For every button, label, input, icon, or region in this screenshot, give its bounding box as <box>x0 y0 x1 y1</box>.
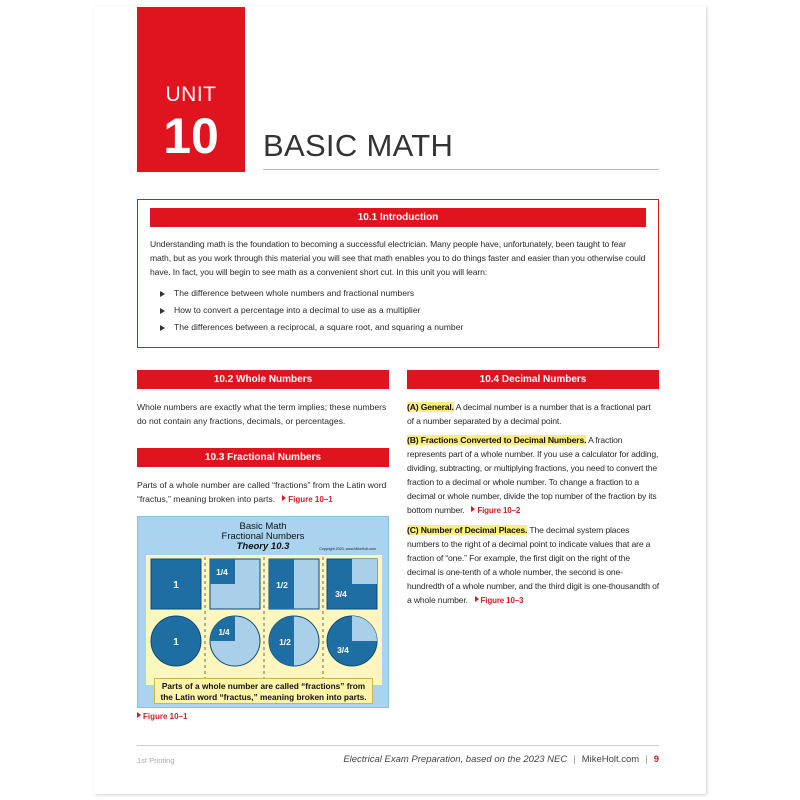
three-quarter-gap <box>352 559 377 584</box>
figure-label-text: Figure 10–1 <box>143 712 188 721</box>
title-divider <box>263 169 659 170</box>
fractions-text: A fraction represents part of a whole number. If you use a calculator for adding, dividing, subtracting, or multiplying fractions, you need to convert the fraction to a decimal or whole number. To change a fraction to a decimal or whole number, divide the top number of the fraction by its bottom number. <box>407 435 659 515</box>
intro-heading: 10.1 Introduction <box>150 208 646 227</box>
bullet-triangle-icon <box>160 325 165 331</box>
fractions-label: (B) Fractions Converted to Decimal Numbers. <box>407 435 587 445</box>
figure-arrow-icon <box>471 506 475 512</box>
footer-book-title: Electrical Exam Preparation, based on the 2023 NEC <box>343 754 568 765</box>
figure-10-1-link[interactable] <box>282 495 332 504</box>
bullet-text: The differences between a reciprocal, a square root, and squaring a number <box>174 322 464 332</box>
label-whole: 1 <box>173 580 179 591</box>
bullet-triangle-icon <box>160 308 165 314</box>
intro-box <box>137 199 659 348</box>
label-three-quarter: 3/4 <box>335 589 347 599</box>
footer-divider <box>137 745 659 746</box>
intro-text: Understanding math is the foundation to becoming a successful electrician. Many people have, unfortunately, been taught to fear math, but as you work through this material you will see that math enables you to do things faster and easier than you otherwise could have. In fact, you will begin to see math as a convenient short cut. In this unit you will learn: <box>150 239 646 277</box>
places-label: (C) Number of Decimal Places. <box>407 525 528 535</box>
bullet-text: How to convert a percentage into a decimal to use as a multiplier <box>174 305 421 315</box>
fractional-body: Parts of a whole number are called “fractions” from the Latin word “fractus,” meaning broken into parts. <box>137 480 387 504</box>
general-text: A decimal number is a number that is a fractional part of a number separated by a decimal point. <box>407 402 651 426</box>
whole-numbers-heading: 10.2 Whole Numbers <box>137 370 389 389</box>
intro-bullet-list <box>160 285 463 336</box>
label-half-circle: 1/2 <box>279 637 291 647</box>
general-label: (A) General. <box>407 402 454 412</box>
label-quarter: 1/4 <box>216 567 228 577</box>
decimal-places <box>407 523 659 608</box>
caption-line-1: Parts of a whole number are called “fractions” from <box>161 681 366 691</box>
decimal-fractions <box>407 433 659 518</box>
figure-subtitle: Fractional Numbers <box>221 531 305 542</box>
page-number: 9 <box>653 754 659 765</box>
three-quarter-gap-wedge <box>352 616 377 641</box>
figure-title: Basic Math <box>239 521 287 532</box>
bullet-triangle-icon <box>160 291 165 297</box>
figure-arrow-icon <box>137 712 141 718</box>
unit-label: UNIT <box>165 83 217 106</box>
decimal-general <box>407 400 659 428</box>
footer-printing: 1st Printing <box>137 756 175 765</box>
figure-10-3-link[interactable] <box>475 596 524 605</box>
figure-panel <box>146 555 382 685</box>
caption-line-2: the Latin word “fractus,” meaning broken into parts. <box>160 692 367 702</box>
fractional-numbers-heading: 10.3 Fractional Numbers <box>137 448 389 467</box>
places-text: The decimal system places numbers to the right of a decimal point to indicate values that are a fraction of “one.” For example, the first digit on the right of the decimal is one-tenth of a whole number, the second is one-hundredth of a whole number, and the third digit is one-thousandth of a whole number. <box>407 525 659 605</box>
unit-badge <box>137 7 245 172</box>
list-item <box>160 319 463 336</box>
figure-theory: Theory 10.3 <box>236 541 290 552</box>
footer-info: Electrical Exam Preparation, based on the 2023 NEC | MikeHolt.com | 9 <box>343 754 659 765</box>
figure-ref-text: Figure 10–1 <box>288 495 333 504</box>
figure-10-1 <box>137 516 389 708</box>
unit-number: 10 <box>163 108 219 164</box>
label-half: 1/2 <box>276 580 288 590</box>
figure-arrow-icon <box>282 495 286 501</box>
list-item <box>160 285 463 302</box>
whole-numbers-text: Whole numbers are exactly what the term implies; these numbers do not contain any fractions, decimals, or percentages. <box>137 402 387 426</box>
figure-ref-text: Figure 10–3 <box>480 596 524 605</box>
figure-ref-text: Figure 10–2 <box>477 506 521 515</box>
label-three-quarter-circle: 3/4 <box>337 645 349 655</box>
footer-site[interactable]: MikeHolt.com <box>581 754 640 765</box>
label-quarter-circle: 1/4 <box>218 628 230 637</box>
figure-10-1-label <box>137 712 187 721</box>
fraction-diagram <box>146 555 382 685</box>
figure-arrow-icon <box>475 596 479 602</box>
list-item <box>160 302 463 319</box>
figure-10-2-link[interactable] <box>471 506 520 515</box>
figure-copyright: Copyright 2023, www.MikeHolt.com <box>319 547 376 551</box>
chapter-title: BASIC MATH <box>263 128 454 163</box>
decimal-numbers-heading: 10.4 Decimal Numbers <box>407 370 659 389</box>
fractional-numbers-text <box>137 478 389 507</box>
figure-caption <box>154 678 373 704</box>
bullet-text: The difference between whole numbers and fractional numbers <box>174 288 415 298</box>
label-whole-circle: 1 <box>173 637 179 648</box>
